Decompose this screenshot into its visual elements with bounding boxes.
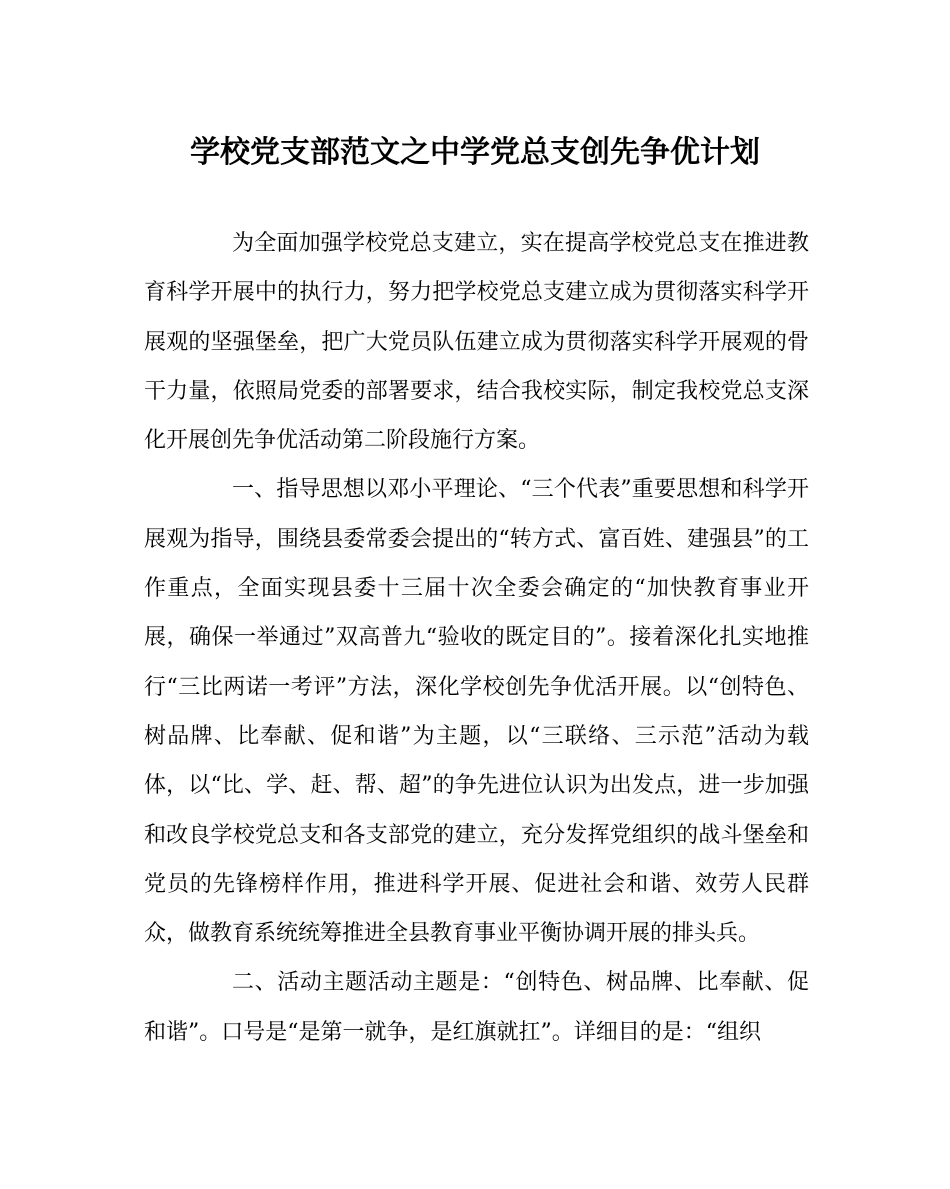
paragraph-activity-theme: 二、活动主题活动主题是：“创特色、树品牌、比奉献、促和谐”。口号是“是第一就争，是红旗就扛”。详细目的是：“组织 [144, 970, 809, 1045]
document-body [144, 219, 809, 1057]
paragraph-guiding-ideology: 一、指导思想以邓小平理论、“三个代表”重要思想和科学开展观为指导，围绕县委常委会提出的“转方式、富百姓、建强县”的工作重点，全面实现县委十三届十次全委会确定的“加快教育事业开展，确保一举通过”双高普九“验收的既定目的”。接着深化扎实地推行“三比两诺一考评”方法，深化学校创先争优活开展。以“创特色、树品牌、比奉献、促和谐”为主题，以“三联络、三示范”活动为载体，以“比、学、赶、帮、超”的争先进位认识为出发点，进一步加强和改良学校党总支和各支部党的建立，充分发挥党组织的战斗堡垒和党员的先锋榜样作用，推进科学开展、促进社会和谐、效劳人民群众，做教育系统统筹推进全县教育事业平衡协调开展的排头兵。 [144, 477, 809, 947]
document-title: 学校党支部范文之中学党总支创先争优计划 [190, 135, 760, 170]
paragraph-intro: 为全面加强学校党总支建立，实在提高学校党总支在推进教育科学开展中的执行力，努力把学校党总支建立成为贯彻落实科学开展观的坚强堡垒，把广大党员队伍建立成为贯彻落实科学开展观的骨干力量，依照局党委的部署要求，结合我校实际，制定我校党总支深化开展创先争优活动第二阶段施行方案。 [144, 231, 809, 454]
